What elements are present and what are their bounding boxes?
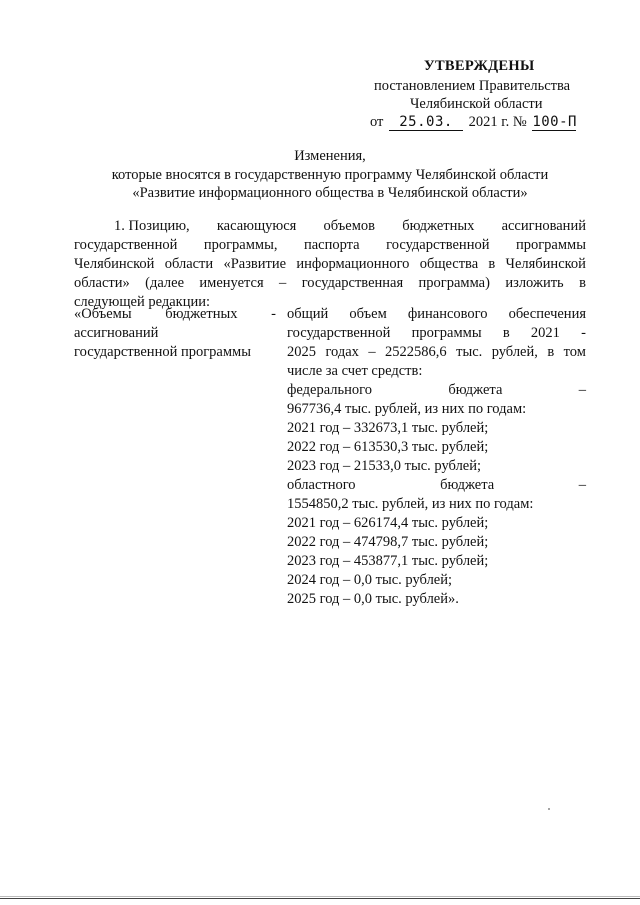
word: 2025 год – 0,0 тыс. рублей». <box>287 591 459 607</box>
document-heading <box>60 148 600 204</box>
budget-line <box>287 534 586 553</box>
word: области <box>164 256 214 272</box>
scan-edge-line <box>0 898 640 899</box>
budget-line <box>287 420 586 439</box>
word: – <box>279 275 287 291</box>
approval-year-label: 2021 г. № <box>468 114 527 130</box>
budget-line <box>287 382 586 401</box>
word: – <box>578 477 586 493</box>
budget-line <box>287 496 586 515</box>
approval-date: 25.03. <box>389 115 463 131</box>
word: именуется <box>199 275 264 291</box>
left-column-line-3: государственной программы <box>74 344 251 360</box>
heading-line-1: Изменения, <box>294 148 366 164</box>
word: 2021 год – 332673,1 тыс. рублей; <box>287 420 489 436</box>
word: 2021 <box>530 325 560 341</box>
word: касающуюся <box>216 218 297 234</box>
word: объемов <box>323 218 376 234</box>
word: 2022 год – 474798,7 тыс. рублей; <box>287 534 489 550</box>
word: паспорта <box>303 237 360 253</box>
approval-from-label: от <box>370 114 384 130</box>
word: (далее <box>145 275 185 291</box>
word: области» <box>74 275 130 291</box>
left-column-line-2: ассигнований <box>74 325 159 341</box>
budget-line <box>287 439 586 458</box>
word: финансового <box>407 306 488 322</box>
word: в <box>547 344 555 360</box>
budget-line <box>287 344 586 363</box>
word: – <box>368 344 376 360</box>
intro-line <box>74 256 586 275</box>
heading-line-2: которые вносятся в государственную программу Челябинской области <box>111 166 549 183</box>
budget-line <box>287 401 586 420</box>
budget-position-label <box>74 306 276 363</box>
word: Челябинской <box>505 256 586 272</box>
word: 1554850,2 тыс. рублей, из них по годам: <box>287 496 534 512</box>
budget-line <box>287 363 586 382</box>
word: объем <box>349 306 387 322</box>
intro-line <box>74 237 586 256</box>
word: 2522586,6 <box>385 344 447 360</box>
word: обеспечения <box>508 306 586 322</box>
budget-line <box>287 477 586 496</box>
word: 2023 год – 453877,1 тыс. рублей; <box>287 553 489 569</box>
word: следующей редакции: <box>74 294 211 310</box>
word: государственная <box>301 275 404 291</box>
budget-line <box>287 591 586 610</box>
budget-line <box>287 306 586 325</box>
word: в <box>502 325 510 341</box>
word: в <box>488 256 496 272</box>
intro-line <box>74 218 586 237</box>
budget-line <box>287 325 586 344</box>
budget-position-content <box>287 306 586 610</box>
word: общий <box>287 306 329 322</box>
word: числе за счет средств: <box>287 363 423 379</box>
word: областного <box>287 477 356 493</box>
approval-number: 100-П <box>532 114 577 130</box>
budget-line <box>287 553 586 572</box>
word: бюджетных <box>165 306 238 322</box>
word: в <box>579 275 586 291</box>
word: том <box>563 344 586 360</box>
word: - <box>581 325 586 341</box>
word: 1. Позицию, <box>114 218 190 234</box>
word: годах <box>325 344 359 360</box>
word: тыс. <box>456 344 483 360</box>
word: программы, <box>203 237 278 253</box>
word: государственной <box>74 237 178 253</box>
scan-speck <box>548 808 550 810</box>
word: 2023 год – 21533,0 тыс. рублей; <box>287 458 482 474</box>
heading-line-3: «Развитие информационного общества в Челябинской области» <box>132 185 528 201</box>
scan-edge-shadow <box>0 896 640 897</box>
word: бюджета <box>440 477 495 493</box>
word: Челябинской <box>74 256 155 272</box>
word: государственной <box>287 325 391 341</box>
word: 2025 <box>287 344 316 360</box>
intro-line <box>74 275 586 294</box>
intro-paragraph <box>74 218 586 313</box>
word: 967736,4 тыс. рублей, из них по годам: <box>287 401 527 417</box>
budget-line <box>287 515 586 534</box>
word: рублей, <box>491 344 538 360</box>
word: бюджета <box>448 382 503 398</box>
approval-line-date-number <box>370 114 576 132</box>
word: ассигнований <box>501 218 586 234</box>
budget-line <box>287 458 586 477</box>
approval-line-region: Челябинской области <box>410 96 543 112</box>
word: информационного <box>296 256 410 272</box>
word: 2024 год – 0,0 тыс. рублей; <box>287 572 453 588</box>
word: 2021 год – 626174,4 тыс. рублей; <box>287 515 489 531</box>
word: – <box>578 382 586 398</box>
word: - <box>271 306 276 322</box>
word: федерального <box>287 382 372 398</box>
word: общества <box>419 256 479 272</box>
budget-line <box>287 572 586 591</box>
word: программы <box>515 237 586 253</box>
word: «Объемы <box>74 306 132 322</box>
word: «Развитие <box>223 256 287 272</box>
word: бюджетных <box>402 218 475 234</box>
approval-line-resolution: постановлением Правительства <box>374 78 571 94</box>
word: программы <box>411 325 482 341</box>
word: государственной <box>386 237 490 253</box>
word: 2022 год – 613530,3 тыс. рублей; <box>287 439 489 455</box>
word: программа) <box>418 275 490 291</box>
word: изложить <box>505 275 564 291</box>
left-column-line-1 <box>74 306 276 325</box>
approval-title: УТВЕРЖДЕНЫ <box>424 58 535 74</box>
